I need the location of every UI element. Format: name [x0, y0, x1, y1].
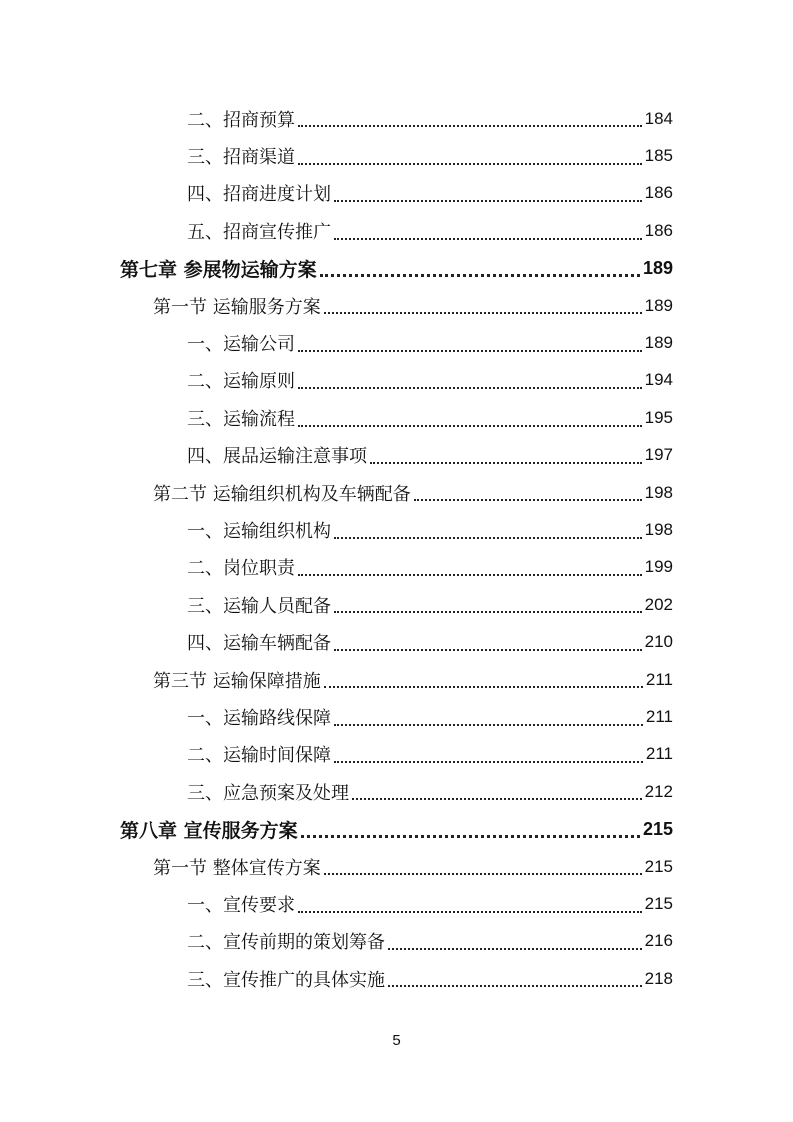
toc-item-row[interactable]	[0, 362, 793, 399]
toc-item-row[interactable]	[0, 773, 793, 810]
toc-entry-page: 189	[644, 333, 673, 353]
toc-entry-title: 第二节 运输组织机构及车辆配备	[153, 483, 411, 505]
toc-entry-page: 198	[644, 482, 673, 502]
toc-dot-leader	[320, 273, 640, 277]
toc-entry-title: 三、招商渠道	[187, 147, 295, 169]
toc-entry-title: 三、运输流程	[187, 408, 295, 430]
toc-entry-title: 第七章 参展物运输方案	[120, 258, 317, 281]
toc-dot-leader	[298, 162, 642, 165]
toc-dot-leader	[298, 349, 642, 352]
toc-dot-leader	[298, 124, 642, 127]
toc-item-row[interactable]	[0, 399, 793, 436]
toc-dot-leader	[334, 760, 643, 763]
toc-entry-page: 211	[645, 744, 673, 764]
toc-item-row[interactable]	[0, 212, 793, 249]
toc-item-row[interactable]	[0, 885, 793, 922]
toc-dot-leader	[324, 872, 642, 875]
toc-entry-title: 三、宣传推广的具体实施	[187, 969, 385, 991]
toc-item-row[interactable]	[0, 137, 793, 174]
toc-item-row[interactable]	[0, 511, 793, 548]
toc-entry-title: 二、招商预算	[187, 109, 295, 131]
toc-entry-title: 第八章 宣传服务方案	[120, 819, 298, 842]
toc-entry-page: 189	[644, 295, 673, 315]
toc-entry-title: 第一节 运输服务方案	[153, 296, 321, 318]
toc-dot-leader	[298, 424, 642, 427]
toc-section-row[interactable]	[0, 848, 793, 885]
toc-dot-leader	[324, 311, 642, 314]
toc-entry-title: 二、宣传前期的策划筹备	[187, 932, 385, 954]
toc-item-row[interactable]	[0, 100, 793, 137]
toc-entry-page: 199	[644, 557, 673, 577]
toc-entry-title: 二、运输原则	[187, 371, 295, 393]
toc-dot-leader	[298, 386, 642, 389]
toc-entry-page: 211	[645, 669, 673, 689]
toc-dot-leader	[334, 610, 642, 613]
toc-entry-title: 五、招商宣传推广	[187, 221, 331, 243]
toc-item-row[interactable]	[0, 324, 793, 361]
toc-section-row[interactable]	[0, 661, 793, 698]
toc-dot-leader	[324, 685, 643, 688]
toc-entry-page: 215	[642, 818, 673, 839]
toc-dot-leader	[352, 797, 642, 800]
toc-entry-page: 211	[645, 706, 673, 726]
toc-item-row[interactable]	[0, 437, 793, 474]
toc-dot-leader	[301, 834, 640, 838]
toc-entry-title: 一、运输公司	[187, 334, 295, 356]
toc-entry-title: 第一节 整体宣传方案	[153, 857, 321, 879]
toc-dot-leader	[334, 237, 642, 240]
toc-entry-title: 二、岗位职责	[187, 558, 295, 580]
toc-entry-title: 一、运输组织机构	[187, 520, 331, 542]
toc-item-row[interactable]	[0, 960, 793, 997]
toc-dot-leader	[334, 536, 642, 539]
toc-dot-leader	[298, 573, 642, 576]
toc-entry-title: 四、展品运输注意事项	[187, 446, 367, 468]
toc-item-row[interactable]	[0, 586, 793, 623]
toc-item-row[interactable]	[0, 923, 793, 960]
toc-entry-page: 186	[644, 220, 673, 240]
toc-chapter-row[interactable]	[0, 250, 793, 287]
toc-dot-leader	[370, 461, 642, 464]
page-number: 5	[392, 1032, 401, 1049]
toc-item-row[interactable]	[0, 698, 793, 735]
toc-entry-title: 四、运输车辆配备	[187, 633, 331, 655]
toc-section-row[interactable]	[0, 287, 793, 324]
toc-item-row[interactable]	[0, 736, 793, 773]
toc-entry-page: 194	[644, 370, 673, 390]
toc-entry-page: 198	[644, 519, 673, 539]
toc-entry-page: 218	[644, 968, 673, 988]
toc-entry-page: 216	[644, 931, 673, 951]
toc-entry-title: 一、宣传要求	[187, 894, 295, 916]
toc-entry-page: 185	[644, 146, 673, 166]
toc-entry-title: 第三节 运输保障措施	[153, 670, 321, 692]
toc-entry-page: 215	[644, 856, 673, 876]
toc-entry-page: 197	[644, 445, 673, 465]
toc-entry-page: 215	[644, 893, 673, 913]
toc-entry-page: 189	[642, 257, 673, 278]
toc-chapter-row[interactable]	[0, 810, 793, 847]
toc-dot-leader	[334, 648, 642, 651]
toc-entry-page: 184	[644, 108, 673, 128]
toc-entry-title: 三、应急预案及处理	[187, 782, 349, 804]
toc-dot-leader	[414, 498, 642, 501]
toc-entry-page: 202	[644, 594, 673, 614]
toc-dot-leader	[298, 910, 642, 913]
toc-item-row[interactable]	[0, 175, 793, 212]
table-of-contents	[0, 100, 793, 997]
toc-dot-leader	[388, 947, 642, 950]
toc-entry-page: 212	[644, 781, 673, 801]
toc-entry-page: 186	[644, 183, 673, 203]
toc-entry-title: 四、招商进度计划	[187, 184, 331, 206]
toc-dot-leader	[388, 984, 642, 987]
toc-entry-title: 一、运输路线保障	[187, 707, 331, 729]
toc-dot-leader	[334, 199, 642, 202]
toc-dot-leader	[334, 723, 643, 726]
toc-entry-title: 三、运输人员配备	[187, 595, 331, 617]
toc-entry-page: 195	[644, 407, 673, 427]
toc-entry-page: 210	[644, 632, 673, 652]
toc-item-row[interactable]	[0, 549, 793, 586]
toc-item-row[interactable]	[0, 623, 793, 660]
toc-entry-title: 二、运输时间保障	[187, 745, 331, 767]
toc-section-row[interactable]	[0, 474, 793, 511]
